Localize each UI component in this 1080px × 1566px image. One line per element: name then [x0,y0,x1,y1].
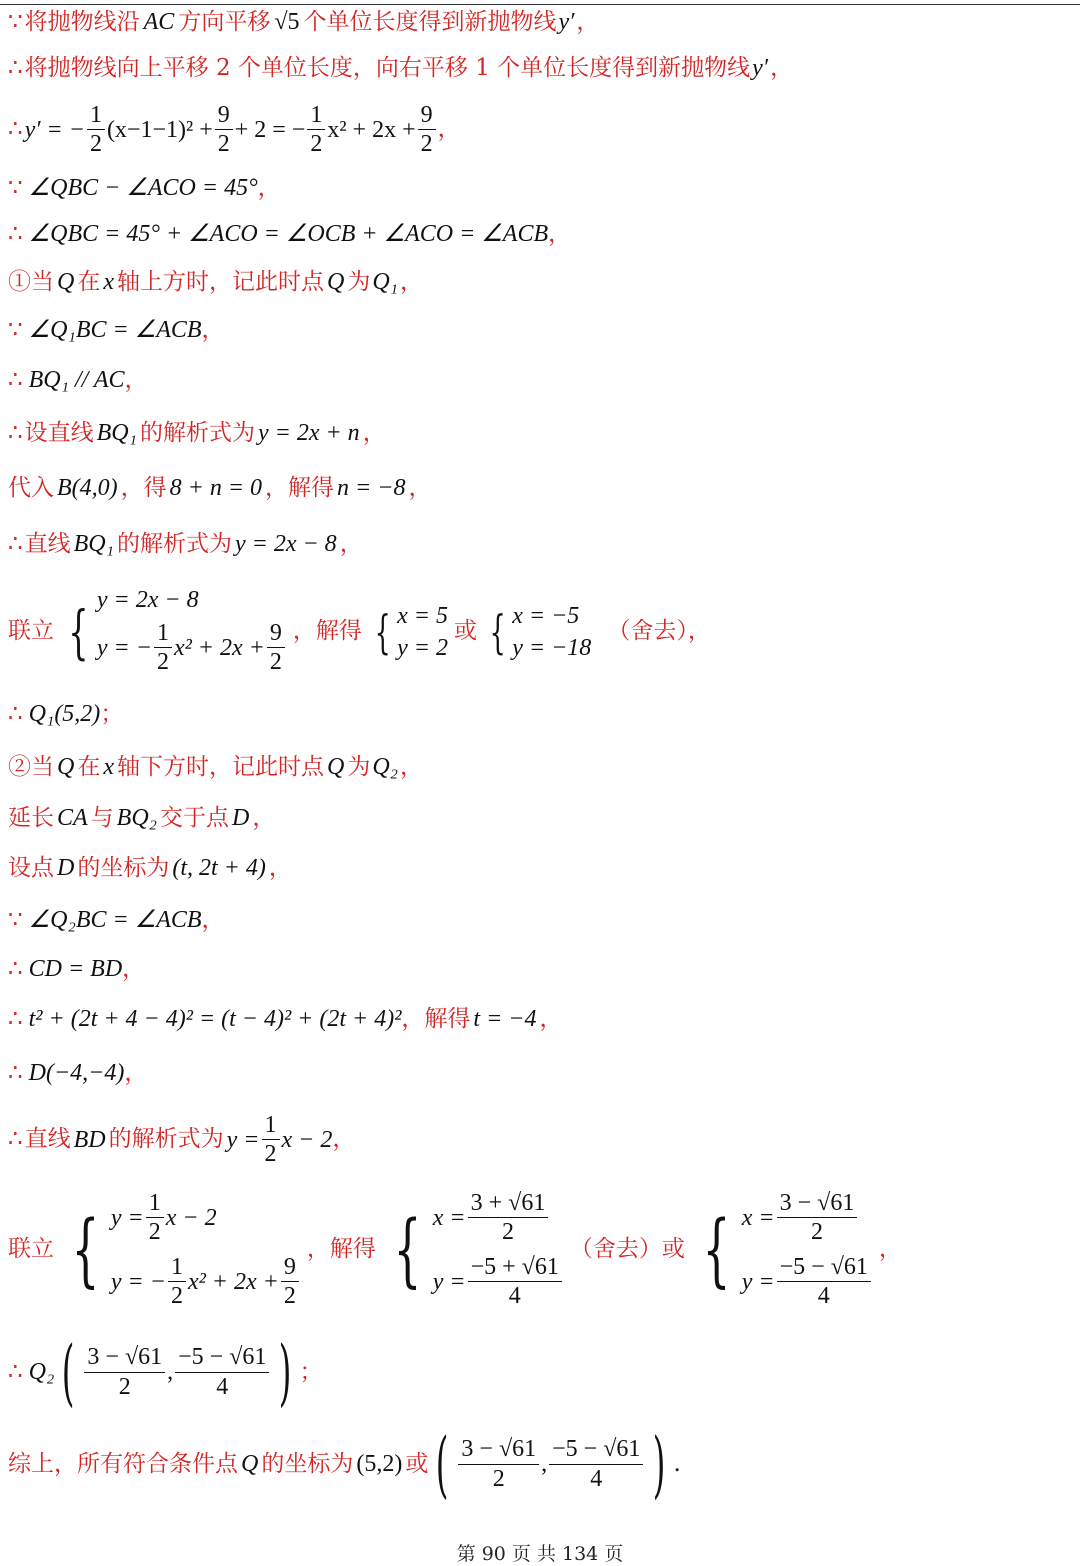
equation: y = 2x − 8 [96,587,199,613]
line-3 [8,102,461,158]
right-paren: ) [653,1422,666,1506]
fraction [777,1254,871,1310]
math: D [232,805,250,831]
equation: x = −5 [512,602,580,629]
text: ， [576,8,600,35]
math: (5,2) [356,1451,403,1477]
line-4 [8,176,281,200]
text: ， [252,804,276,831]
top-rule [0,4,1080,5]
math: 8 + n = 0 [169,475,263,501]
numerator: 3 − √61 [458,1436,539,1464]
therefore-symbol: ∴ [8,366,23,393]
denominator: 2 [283,1283,296,1310]
fraction [146,1190,164,1246]
text: ， [437,116,461,143]
system-row [433,1254,564,1310]
therefore-symbol: ∴ [8,530,23,557]
fraction [777,1190,858,1246]
text: ，解得 [265,474,335,501]
equation-part: y = [741,1268,775,1295]
right-paren: ) [279,1330,292,1414]
math: Q₂ [372,754,399,780]
math: x² + 2x + [327,116,416,143]
math: Q [57,754,75,780]
therefore-symbol: ∴ [8,700,23,727]
math: BQ₁ // AC [28,367,125,393]
text: ， [201,906,225,933]
left-paren: ( [62,1330,75,1414]
left-brace: { [489,604,506,659]
denominator: 2 [217,131,230,158]
therefore-symbol: ∴ [8,1005,23,1032]
math: Q [327,754,345,780]
text: 直线 [24,530,71,557]
line-11 [8,532,363,556]
fraction [267,620,285,676]
math: CD = BD [28,956,123,982]
system-rows [397,600,448,664]
numerator: −5 − √61 [777,1254,871,1282]
text: ，解得 [306,1236,376,1263]
fraction [458,1436,539,1492]
text: ， [400,268,424,295]
system-row [512,604,591,628]
text: 与 [90,804,114,831]
text: 代入 [8,474,54,501]
text: ， [400,753,424,780]
left-brace: { [393,1202,422,1296]
math: Q [327,269,345,295]
denominator: 2 [170,1283,183,1310]
math: AC [143,9,175,35]
math: x [103,754,114,780]
denominator: 2 [89,131,102,158]
text: 在 [77,753,101,780]
math: Q [57,269,75,295]
system-rows [97,584,287,680]
therefore-symbol: ∴ [8,1358,23,1385]
math: D(−4,−4) [28,1060,125,1086]
fraction [549,1436,643,1492]
numerator: 9 [267,620,285,648]
therefore-symbol: ∴ [8,1059,23,1086]
fraction [281,1254,299,1310]
numerator: 1 [262,1112,280,1140]
line-19 [8,1007,562,1031]
text: 的坐标为 [261,1450,354,1477]
numerator: 1 [87,102,105,130]
text: ，解得 [401,1005,471,1032]
text: 将抛物线向上平移 2 个单位长度，向右平移 1 个单位长度得到新抛物线 [24,54,751,81]
text: （舍去）， [607,618,711,645]
math: y = 2x + n [257,420,360,446]
numerator: 3 − √61 [777,1190,858,1218]
text: 或 [405,1450,429,1477]
math: √5 [274,9,300,35]
equation-part: x = [741,1204,775,1231]
left-brace: { [702,1202,731,1296]
system-row [111,1254,301,1310]
line-2 [8,56,793,80]
system-row [397,604,448,628]
math: BQ₁ [96,420,137,446]
line-23 [8,1330,323,1414]
fraction [175,1344,269,1400]
denominator: 2 [310,131,323,158]
fraction [468,1190,549,1246]
fraction [154,620,172,676]
text: 轴上方时，记此时点 [117,268,324,295]
system-rows [512,600,591,664]
text: ； [299,1358,323,1385]
text: ， [257,174,281,201]
comma: , [541,1451,548,1477]
text: 个单位长度得到新抛物线 [303,8,557,35]
text: . [673,1450,681,1477]
line-18 [8,957,145,981]
line-12-system [8,584,711,680]
because-symbol: ∵ [8,316,23,343]
math: y = 2x − 8 [234,531,337,557]
math: ∠Q₁BC = ∠ACB [28,317,202,343]
text: 的解析式为 [108,1126,224,1153]
left-paren: ( [436,1422,449,1506]
numerator: 3 + √61 [468,1190,549,1218]
math: t² + (2t + 4 − 4)² = (t − 4)² + (2t + 4)² [28,1006,402,1032]
page-footer: 第 90 页 共 134 页 [456,1543,624,1565]
math: y′ [558,9,575,35]
denominator: 4 [590,1465,603,1492]
math: Q₂ [28,1359,55,1385]
line-6 [8,270,423,294]
text: ，得 [120,474,167,501]
system-row [742,1190,873,1246]
math: BQ₁ [73,531,114,557]
text: 综上，所有符合条件点 [8,1450,238,1477]
denominator: 4 [216,1373,229,1400]
therefore-symbol: ∴ [8,220,23,247]
math: CA [57,805,88,831]
because-symbol: ∵ [8,906,23,933]
therefore-symbol: ∴ [8,955,23,982]
because-symbol: ∵ [8,8,23,35]
text: 直线 [24,1126,71,1153]
numerator: 1 [154,620,172,648]
system-row [97,620,287,676]
math: Q₁(5,2) [28,701,101,727]
text: ， [770,54,794,81]
fraction [262,1112,280,1168]
numerator: 9 [281,1254,299,1282]
line-1 [8,10,599,34]
denominator: 2 [118,1373,131,1400]
system-rows [433,1186,564,1314]
system-row [397,636,448,660]
line-13 [8,702,123,726]
solution-system [382,1186,564,1314]
text: 为 [347,753,371,780]
numerator: 1 [307,102,325,130]
system-row [97,588,287,612]
math: (t, 2t + 4) [172,855,266,881]
because-symbol: ∵ [8,174,23,201]
math: Q [241,1451,259,1477]
line-9 [8,421,386,445]
text: 联立 [8,1236,54,1263]
math: Q₁ [372,269,399,295]
text: 方向平移 [178,8,271,35]
numerator: 1 [146,1190,164,1218]
system-row [742,1254,873,1310]
line-15 [8,806,275,830]
text: 轴下方时，记此时点 [117,753,324,780]
left-brace: { [71,1202,100,1296]
comma: , [167,1359,174,1385]
text: （舍去）或 [569,1236,685,1263]
equation: y = 2 [397,634,448,661]
text: 的解析式为 [116,530,232,557]
math: n = −8 [337,475,406,501]
system-row [111,1190,301,1246]
system-row [512,636,591,660]
math: ∠QBC = 45° + ∠ACO = ∠OCB + ∠ACO = ∠ACB [28,221,549,247]
text: 将抛物线沿 [24,8,140,35]
text: 的坐标为 [77,854,170,881]
text: ①当 [8,268,54,295]
numerator: 9 [215,102,233,130]
equation-part: x = [432,1204,466,1231]
line-17 [8,908,225,932]
text: ， [878,1236,902,1263]
fraction [84,1344,165,1400]
math: x [103,269,114,295]
fraction [215,102,233,158]
equation-part: y = − [96,634,152,661]
denominator: 2 [148,1219,161,1246]
left-brace: { [68,597,89,666]
solution-system [368,600,448,664]
text: ， [332,1126,356,1153]
therefore-symbol: ∴ [8,1126,23,1153]
line-24-conclusion [8,1422,681,1506]
fraction [168,1254,186,1310]
system-row [433,1190,564,1246]
denominator: 2 [264,1141,277,1168]
text: ， [201,316,225,343]
denominator: 2 [269,649,282,676]
denominator: 4 [508,1283,521,1310]
text: ， [548,220,572,247]
fraction [87,102,105,158]
text: ， [539,1005,563,1032]
equation-system [60,584,287,680]
numerator: 3 − √61 [84,1344,165,1372]
math: BQ₂ [116,805,158,831]
equation-part: y = [110,1204,144,1231]
solution-system [691,1186,873,1314]
math: x − 2 [281,1126,333,1153]
left-brace: { [374,604,391,659]
text: 的解析式为 [139,419,255,446]
solution-system [483,600,591,664]
equation: x = 5 [397,602,448,629]
math: t = −4 [473,1006,537,1032]
math: BD [73,1126,106,1153]
numerator: −5 − √61 [175,1344,269,1372]
math: y′ [752,55,769,81]
fraction [307,102,325,158]
numerator: −5 + √61 [468,1254,562,1282]
numerator: 1 [168,1254,186,1282]
fraction [468,1254,562,1310]
text: 设点 [8,854,54,881]
numerator: −5 − √61 [549,1436,643,1464]
denominator: 4 [817,1283,830,1310]
text: ， [122,955,146,982]
text: ， [362,419,386,446]
therefore-symbol: ∴ [8,419,23,446]
therefore-symbol: ∴ [8,54,23,81]
math: ∠QBC − ∠ACO = 45° [28,175,258,201]
fraction [418,102,436,158]
text: ②当 [8,753,54,780]
math: ∠Q₂BC = ∠ACB [28,907,202,933]
text: 或 [453,618,477,645]
equation-part: x² + 2x + [187,1268,279,1295]
denominator: 2 [420,131,433,158]
text: ， [124,1059,148,1086]
system-rows [742,1186,873,1314]
denominator: 2 [492,1465,505,1492]
line-21 [8,1112,355,1168]
denominator: 2 [501,1219,514,1246]
equation-part: y = [432,1268,466,1295]
math: + 2 = − [234,116,306,143]
numerator: 9 [418,102,436,130]
text: 联立 [8,618,54,645]
equation: y = −18 [512,634,592,661]
math: y′ = − [24,116,85,143]
line-20 [8,1061,147,1085]
text: ， [339,530,363,557]
math: y = [226,1126,260,1153]
system-rows [111,1186,301,1314]
math: B(4,0) [57,475,118,501]
math: (x−1−1)² + [106,116,213,143]
text: 交于点 [160,804,230,831]
text: ， [408,474,432,501]
text: 延长 [8,804,54,831]
text: ，解得 [292,618,362,645]
math: D [57,855,75,881]
text: ， [268,854,292,881]
text: 设直线 [24,419,94,446]
line-5 [8,222,571,246]
equation-part: y = − [110,1268,166,1295]
therefore-symbol: ∴ [8,116,23,143]
line-10 [8,476,431,500]
text: 在 [77,268,101,295]
line-8 [8,368,148,392]
text: 为 [347,268,371,295]
equation-part: x² + 2x + [173,634,265,661]
equation-system [60,1186,301,1314]
denominator: 2 [156,649,169,676]
denominator: 2 [810,1219,823,1246]
line-16 [8,856,292,880]
text: ； [100,700,124,727]
line-22-system [8,1186,902,1314]
line-7 [8,318,225,342]
text: ， [124,366,148,393]
line-14 [8,755,423,779]
equation-part: x − 2 [165,1204,217,1231]
